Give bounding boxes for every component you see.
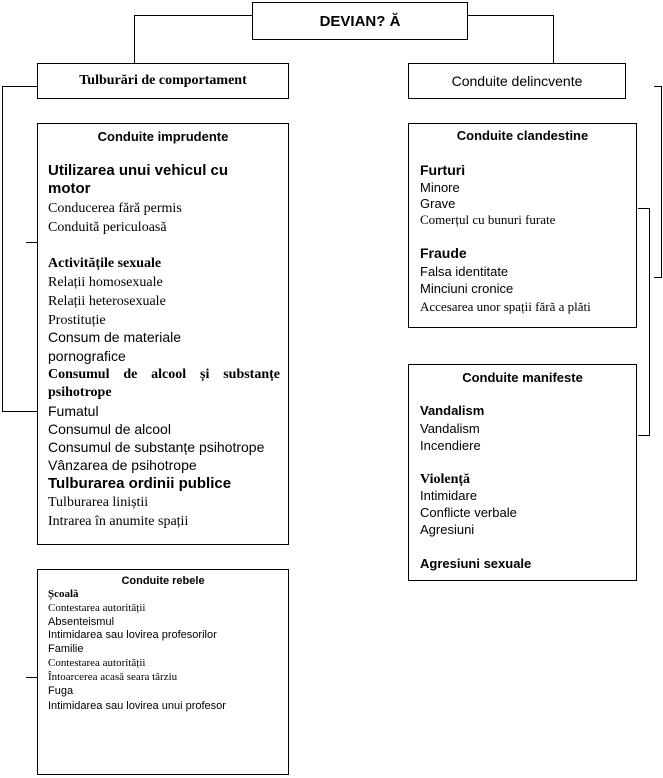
connector-root-right-v bbox=[553, 15, 554, 63]
rebele-box bbox=[37, 569, 289, 775]
connector-left-bracket-bottom bbox=[2, 411, 37, 412]
imprudente-item: pornografice bbox=[48, 348, 126, 364]
imprudente-box bbox=[37, 123, 289, 545]
manifeste-group-vandalism: Vandalism bbox=[420, 403, 485, 418]
rebele-group-scoala: Școală bbox=[48, 588, 79, 600]
manifeste-item: Conflicte verbale bbox=[420, 505, 517, 520]
branch-left-box bbox=[37, 63, 289, 99]
clandestine-group-furturi: Furturi bbox=[420, 162, 466, 178]
clandestine-item: Grave bbox=[420, 196, 456, 211]
manifeste-item: Vandalism bbox=[420, 421, 480, 436]
rebele-item: Contestarea autorității bbox=[48, 602, 146, 614]
rebele-group-familie: Familie bbox=[48, 643, 84, 655]
imprudente-item: Consum de materiale bbox=[48, 329, 182, 345]
imprudente-item: Consumul de alcool bbox=[48, 421, 171, 437]
imprudente-group-vehicul: Utilizarea unui vehicul cu bbox=[48, 162, 229, 179]
manifeste-item: Incendiere bbox=[420, 438, 481, 453]
imprudente-group-alcool-cont: psihotrope bbox=[48, 385, 112, 400]
imprudente-title: Conduite imprudente bbox=[97, 129, 229, 144]
connector-left-tick-rebele bbox=[26, 677, 37, 678]
rebele-item: Absenteismul bbox=[48, 616, 115, 628]
connector-right-inner-v bbox=[649, 208, 650, 436]
imprudente-item: Fumatul bbox=[48, 403, 99, 419]
clandestine-box bbox=[408, 123, 637, 328]
branch-left-label: Tulburări de comportament bbox=[79, 73, 247, 88]
connector-left-bracket-v bbox=[2, 86, 3, 412]
imprudente-item: Relații heterosexuale bbox=[48, 294, 166, 309]
imprudente-group-vehicul-cont: motor bbox=[48, 180, 91, 197]
connector-left-tick-imprudente bbox=[26, 242, 37, 243]
imprudente-item: Prostituție bbox=[48, 313, 106, 328]
clandestine-title: Conduite clandestine bbox=[456, 128, 589, 143]
imprudente-item: Tulburarea liniștii bbox=[48, 495, 149, 510]
connector-root-left-v bbox=[134, 15, 135, 63]
branch-right-box bbox=[408, 63, 626, 99]
manifeste-group-violenta: Violență bbox=[420, 472, 471, 487]
connector-right-inner-bottom bbox=[638, 435, 650, 436]
rebele-title: Conduite rebele bbox=[121, 575, 205, 587]
branch-right-label: Conduite delincvente bbox=[451, 73, 583, 89]
imprudente-item: Intrarea în anumite spații bbox=[48, 514, 189, 529]
connector-root-left-h bbox=[134, 15, 252, 16]
clandestine-item: Minore bbox=[420, 180, 460, 195]
imprudente-group-alcool: Consumul de alcool și substanțe bbox=[48, 367, 280, 382]
connector-right-outer-bottom bbox=[654, 277, 662, 278]
imprudente-item: Conducerea fără permis bbox=[48, 201, 182, 216]
imprudente-group-sexuale: Activitățile sexuale bbox=[48, 256, 162, 271]
root-node-box bbox=[252, 2, 468, 40]
root-node-label: DEVIAN? Ă bbox=[319, 12, 401, 30]
manifeste-item: Agresiuni bbox=[420, 522, 475, 537]
rebele-item: Întoarcerea acasă seara târziu bbox=[48, 671, 178, 683]
manifeste-group-agresiuni-sexuale: Agresiuni sexuale bbox=[420, 556, 532, 571]
rebele-item: Intimidarea sau lovirea unui profesor bbox=[48, 700, 226, 712]
imprudente-item: Consumul de substanțe psihotrope bbox=[48, 439, 265, 455]
clandestine-item: Comerțul cu bunuri furate bbox=[420, 212, 556, 227]
clandestine-item: Minciuni cronice bbox=[420, 281, 514, 296]
manifeste-box bbox=[408, 364, 637, 581]
rebele-item: Contestarea autorității bbox=[48, 657, 146, 669]
imprudente-item: Vânzarea de psihotrope bbox=[48, 457, 197, 473]
rebele-item: Fuga bbox=[48, 685, 74, 697]
connector-left-bracket-top bbox=[2, 86, 37, 87]
imprudente-item: Conduită periculoasă bbox=[48, 220, 167, 235]
imprudente-group-ordine: Tulburarea ordinii publice bbox=[48, 475, 232, 492]
manifeste-title: Conduite manifeste bbox=[462, 370, 583, 385]
rebele-item: Intimidarea sau lovirea profesorilor bbox=[48, 629, 217, 641]
clandestine-item: Falsa identitate bbox=[420, 264, 509, 279]
clandestine-item: Accesarea unor spații fără a plăti bbox=[420, 299, 591, 314]
imprudente-item: Relații homosexuale bbox=[48, 275, 163, 290]
clandestine-group-fraude: Fraude bbox=[420, 245, 467, 261]
connector-right-outer-v bbox=[661, 86, 662, 278]
manifeste-item: Intimidare bbox=[420, 488, 478, 503]
connector-root-right-h bbox=[467, 15, 554, 16]
